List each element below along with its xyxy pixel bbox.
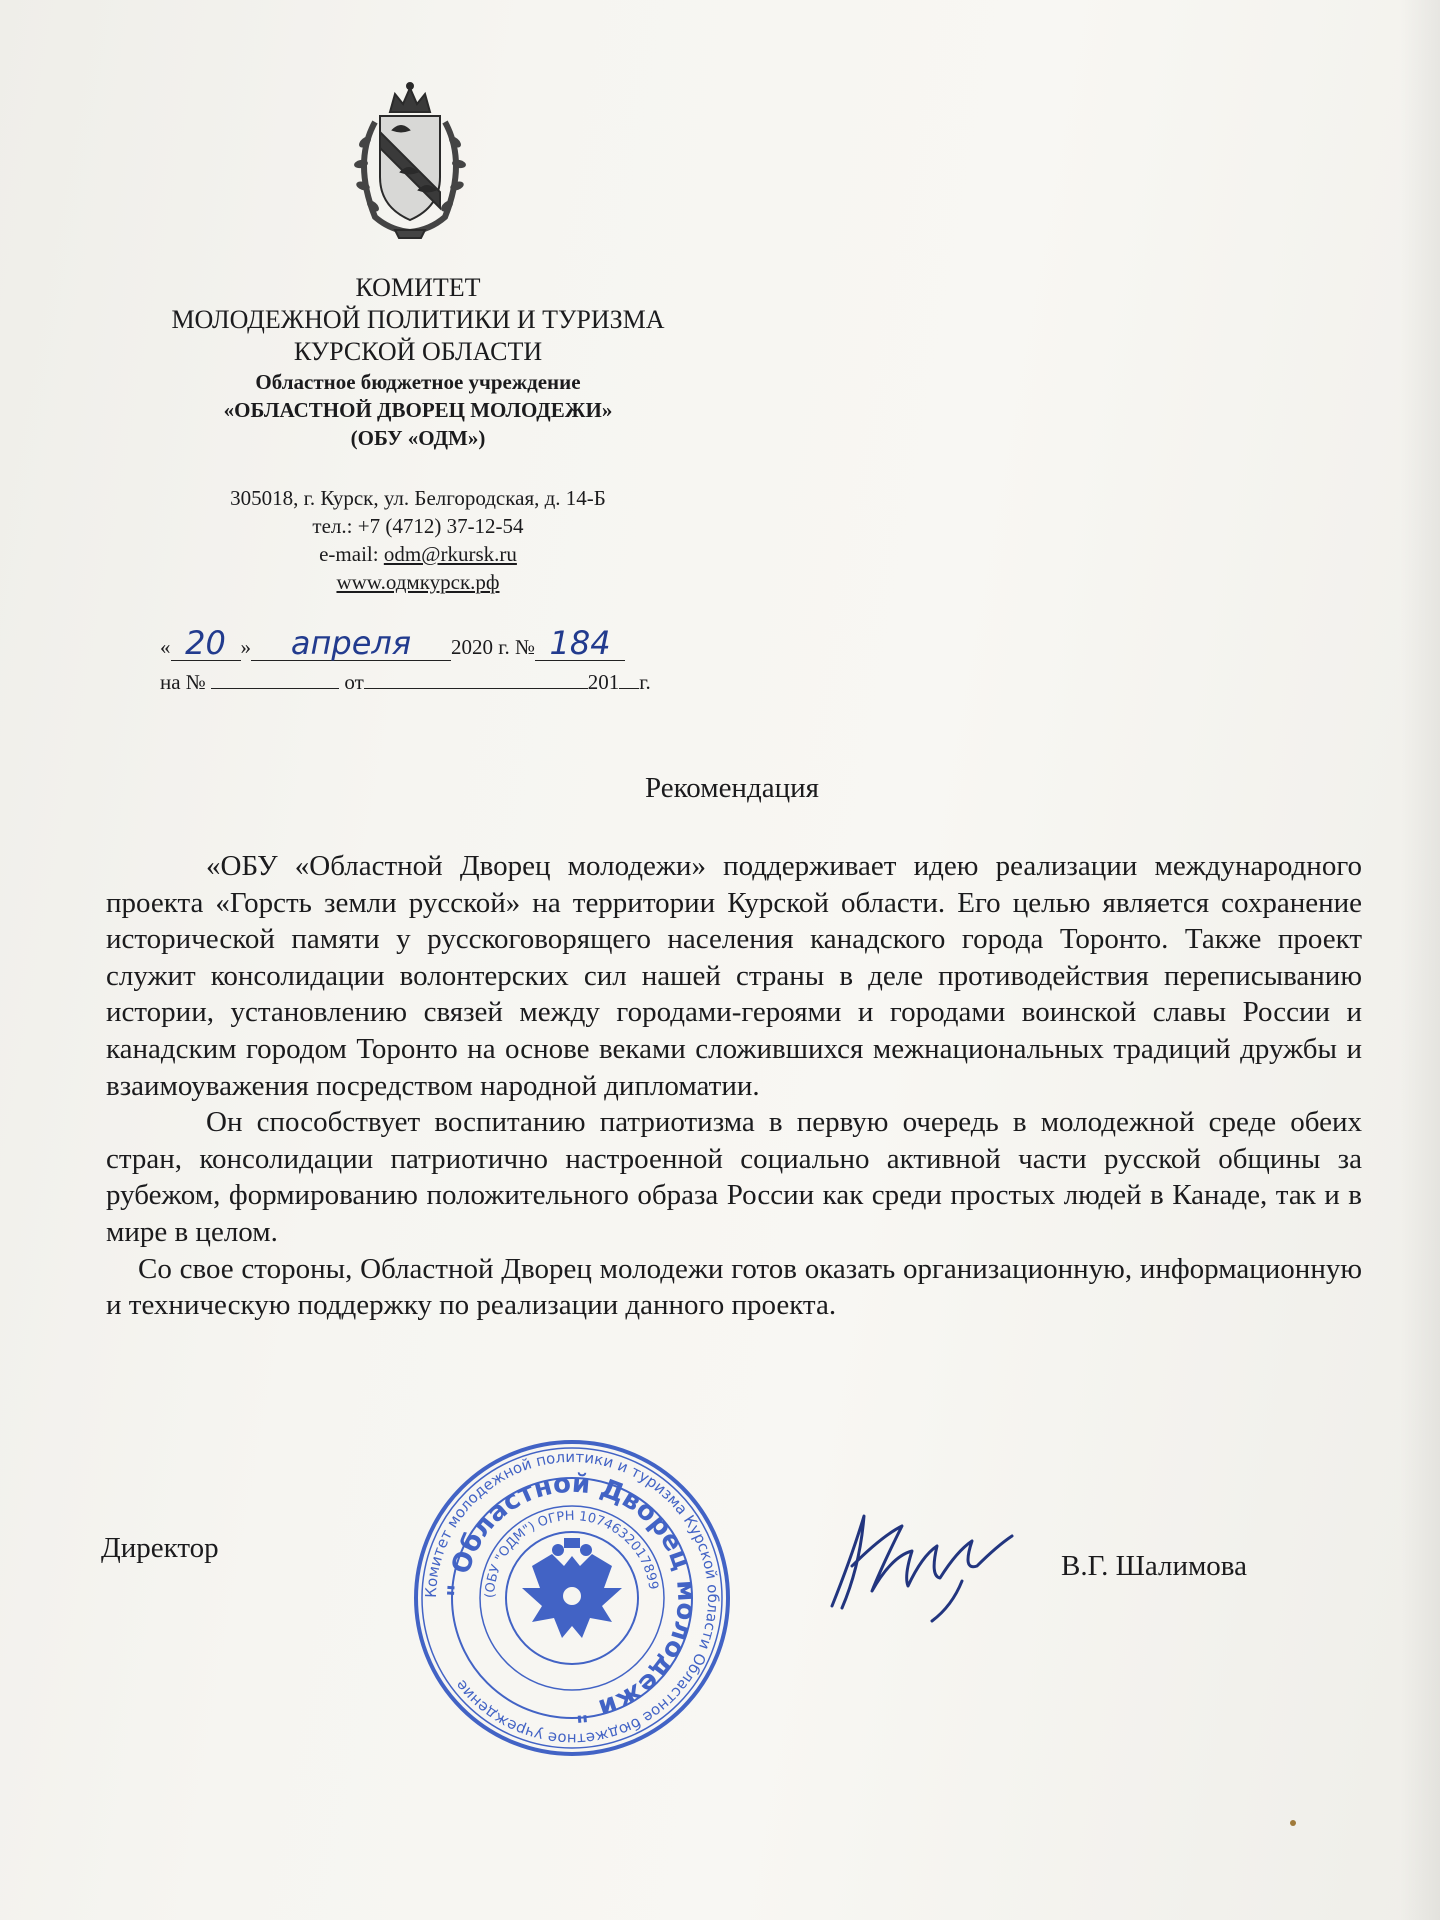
committee-line-2: МОЛОДЕЖНОЙ ПОЛИТИКИ И ТУРИЗМА [171,305,665,334]
signer-position: Директор [101,1532,219,1564]
ref-from-label: от [344,670,364,694]
year-and-number-label: 2020 г. № [451,635,536,659]
stamp-outer-text: Комитет молодежной политики и туризма Курской области Областное бюджетное учреждение [421,1447,723,1749]
ref-number-label: на № [160,670,206,694]
ref-year-suffix: г. [639,670,651,694]
email-link[interactable]: odm@rkursk.ru [383,542,517,566]
reference-line [160,668,651,696]
ref-date-blank [364,668,588,689]
stamp-middle-text: " Областной Дворец молодежи " [442,1468,702,1728]
address: 305018, г. Курск, ул. Белгородская, д. 14-Б [230,486,606,510]
website-link[interactable]: www.одмкурск.рф [336,570,500,594]
date-open-quote: « [160,635,171,659]
official-stamp-icon [412,1438,732,1758]
ref-year-prefix: 201 [587,670,620,694]
institution-short-name: (ОБУ «ОДМ») [350,426,486,450]
date-line [160,626,625,661]
signer-name: В.Г. Шалимова [1061,1550,1247,1582]
paragraph-3: Со свое стороны, Областной Дворец молодежи готов оказать организационную, информационную и техническую поддержку по реализации данного проекта. [106,1252,1362,1322]
coat-of-arms-icon [335,82,485,242]
committee-line-1: КОМИТЕТ [355,273,481,302]
email-label: e-mail: [319,542,384,566]
document-body [106,848,1362,1324]
letterhead [118,272,718,452]
handwritten-month: апреля [251,626,451,661]
contacts-block [118,484,718,596]
committee-line-3: КУРСКОЙ ОБЛАСТИ [293,337,543,366]
paragraph-1: «ОБУ «Областной Дворец молодежи» поддерживает идею реализации международного проекта «Горсть земли русской» на территории Курской области. Его целью является сохранение исторической памяти у русскоговорящего населения канадского города Торонто. Также проект служит консолидации волонтерских сил нашей страны в деле противодействия переписыванию истории, установлению связей между городами-героями и городами воинской славы России и канадским городом Торонто на основе веками сложившихся межнациональных традиций дружбы и взаимоуважения посредством народной дипломатии. [106,850,1362,1102]
ref-year-blank [619,668,639,689]
date-close-quote: » [240,635,251,659]
paragraph-2: Он способствует воспитанию патриотизма в первую очередь в молодежной среде обеих стран, консолидации патриотично настроенной социально активной части русской общины за рубежом, формированию положительного образа России как среди простых людей в Канаде, так и в мире в целом. [106,1106,1362,1248]
document-title: Рекомендация [645,772,819,804]
stamp-inner-text: (ОБУ "ОДМ") ОГРН 1074632017899 [482,1508,661,1599]
paper-speck [1290,1820,1296,1826]
handwritten-day: 20 [171,626,241,661]
handwritten-number: 184 [535,626,625,661]
institution-type: Областное бюджетное учреждение [255,370,581,394]
ref-number-blank [211,668,339,689]
institution-name: «ОБЛАСТНОЙ ДВОРЕЦ МОЛОДЕЖИ» [223,398,613,422]
signature-icon [812,1496,1022,1626]
phone: тел.: +7 (4712) 37-12-54 [312,514,524,538]
email-line [118,540,718,568]
